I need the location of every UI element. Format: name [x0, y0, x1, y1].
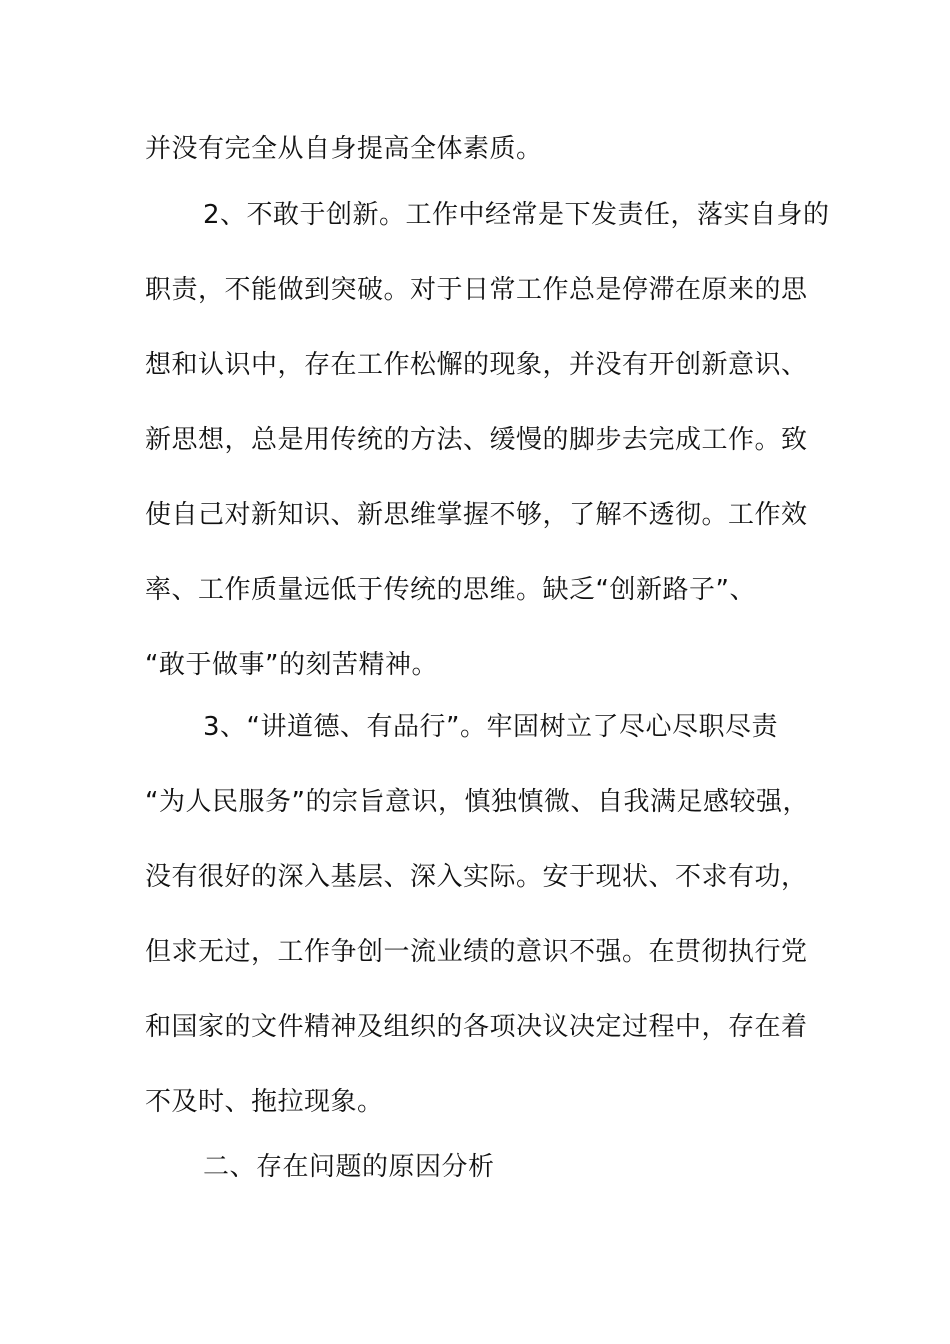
paragraph-line: “敢于做事”的刻苦精神。 — [145, 650, 438, 680]
paragraph-line: 职责，不能做到突破。对于日常工作总是停滞在原来的思 — [145, 275, 808, 305]
paragraph-line: 率、工作质量远低于传统的思维。缺乏“创新路子”、 — [145, 575, 756, 605]
paragraph-line: 并没有完全从自身提高全体素质。 — [145, 134, 543, 164]
paragraph-line: 和国家的文件精神及组织的各项决议决定过程中，存在着 — [145, 1012, 808, 1042]
paragraph-line: 3、“讲道德、有品行”。牢固树立了尽心尽职尽责 — [203, 712, 778, 742]
paragraph-line: 2、不敢于创新。工作中经常是下发责任，落实自身的 — [203, 200, 830, 230]
paragraph-line: “为人民服务”的宗旨意识，慎独慎微、自我满足感较强， — [145, 787, 809, 817]
paragraph-line: 不及时、拖拉现象。 — [145, 1087, 384, 1117]
section-heading: 二、存在问题的原因分析 — [203, 1152, 495, 1182]
paragraph-line: 但求无过，工作争创一流业绩的意识不强。在贯彻执行党 — [145, 937, 808, 967]
paragraph-line: 使自己对新知识、新思维掌握不够，了解不透彻。工作效 — [145, 500, 808, 530]
paragraph-line: 没有很好的深入基层、深入实际。安于现状、不求有功， — [145, 862, 808, 892]
paragraph-line: 想和认识中，存在工作松懈的现象，并没有开创新意识、 — [145, 350, 808, 380]
paragraph-line: 新思想，总是用传统的方法、缓慢的脚步去完成工作。致 — [145, 425, 808, 455]
